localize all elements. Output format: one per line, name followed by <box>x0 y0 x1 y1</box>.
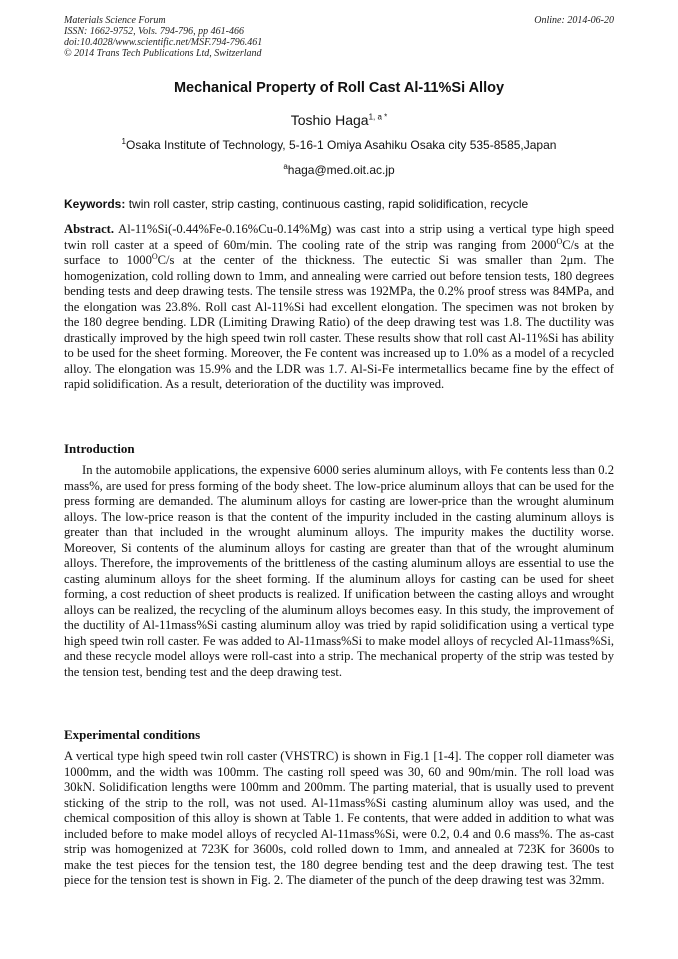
journal-name: Materials Science Forum <box>64 15 166 26</box>
email-mark: a <box>283 162 288 171</box>
affiliation <box>0 138 678 152</box>
email-text: haga@med.oit.ac.jp <box>287 163 395 177</box>
abstract-text-2: C/s at the surface to 1000 <box>64 237 614 267</box>
keywords-label: Keywords: <box>64 197 126 211</box>
abstract-label: Abstract. <box>64 222 115 236</box>
author-name: Toshio Haga <box>290 112 369 128</box>
doi-line: doi:10.4028/www.scientific.net/MSF.794-796.461 <box>64 37 263 48</box>
paper-title: Mechanical Property of Roll Cast Al-11%Si Alloy <box>173 80 505 96</box>
affiliation-mark: 1 <box>121 137 126 146</box>
online-date: Online: 2014-06-20 <box>534 15 614 26</box>
abstract <box>64 222 614 393</box>
author-marks: 1, a * <box>368 112 388 122</box>
abstract-degree-2: O <box>151 251 158 261</box>
author-email <box>0 163 678 177</box>
issn-line: ISSN: 1662-9752, Vols. 794-796, pp 461-466 <box>64 26 244 37</box>
abstract-degree-1: O <box>556 236 563 246</box>
introduction-heading: Introduction <box>64 441 135 456</box>
journal-header <box>64 15 614 59</box>
introduction-text: In the automobile applications, the expensive 6000 series aluminum alloys, with Fe contents less than 0.2 mass%, are used for press forming of the body sheet. The low-price aluminum alloys that can be used for the press forming are demanded. The aluminum alloys for casting are lower-price than the wrought aluminum alloys. The low-price reason is that the content of the impurity included in the casting aluminum alloys is greater than that included in the wrought aluminum alloys. The impurity makes the ductility worse. Moreover, Si contents of the aluminum alloys for casting are greater than that of the wrought aluminum alloys. Therefore, the improvements of the brittleness of the casting aluminum alloys are essential to use the casting aluminum alloys for the sheet forming. If the aluminum alloys for casting can be used for sheet forming, a cost reduction of sheet products is realized. If unification between the casting alloys and wrought alloys can be realized, the recycling of the aluminum alloys becomes easy. In this study, the improvement of the ductility of Al-11mass%Si casting aluminum alloy was tried by rapid solidification using a vertical type high speed twin roll caster. Fe was added to Al-11mass%Si to make model alloys of recycled Al-11mass%Si, and these recycle model alloys were roll-cast into a strip. The mechanical property of the strip was tested by the tension test, bending test and the deep drawing test. <box>64 463 614 679</box>
keywords-text: twin roll caster, strip casting, continuous casting, rapid solidification, recycle <box>128 197 529 211</box>
author-line <box>0 112 678 128</box>
abstract-text-1: Al-11%Si(-0.44%Fe-0.16%Cu-0.14%Mg) was cast into a strip using a vertical type high speed twin roll caster at a speed of 60m/min. The cooling rate of the strip was ranging from 2000 <box>64 222 614 252</box>
affiliation-text: Osaka Institute of Technology, 5-16-1 Omiya Asahiku Osaka city 535-8585,Japan <box>125 138 557 152</box>
experimental-heading: Experimental conditions <box>64 727 201 742</box>
copyright-line: © 2014 Trans Tech Publications Ltd, Switzerland <box>64 48 262 59</box>
abstract-text-3: C/s at the center of the thickness. The eutectic Si was smaller than 2μm. The homogenization, cold rolling down to 1mm, and annealing were carried out before tension tests, 180 degrees bending tests and deep drawing tests. The tensile stress was 192MPa, the 0.2% proof stress was 84MPa, and the elongation was 23.8%. Roll cast Al-11%Si had excellent elongation. The specimen was not broken by the 180 degree bending. LDR (Limiting Drawing Ratio) of the deep drawing test was 1.8. The ductility was drastically improved by the high speed twin roll caster. These results show that roll cast Al-11%Si has ability to be used for the sheet forming. Moreover, the Fe content was increased up to 1.0% as a model of a recycled alloy. The elongation was 15.9% and the LDR was 1.7. Al-Si-Fe intermetallics became fine by the effect of rapid solidification. As a result, deterioration of the ductility was improved. <box>64 253 614 391</box>
experimental-text: A vertical type high speed twin roll caster (VHSTRC) is shown in Fig.1 [1-4]. The copper roll diameter was 1000mm, and the width was 100mm. The casting roll speed was 30, 60 and 90m/min. The roll load was 30kN. Solidification lengths were 100mm and 200mm. The parting material, that is usually used to prevent sticking of the strip to the roll, was not used. Al-11mass%Si casting aluminum alloy was used, and the chemical composition of this alloy is shown at Table 1. Fe contents, that were added in addition to what was included before to make model alloys of recycled Al-11mass%Si, were 0.2, 0.4 and 0.6 mass%. The as-cast strip was homogenized at 723K for 3600s, cold rolled down to 1mm, and annealed at 723K for 3600s to make the test pieces for the tension test, the 180 degree bending test and the deep drawing test. The test piece for the tension test is shown in Fig. 2. The diameter of the punch of the deep drawing test was 32mm. <box>64 749 614 887</box>
keywords <box>64 197 620 211</box>
